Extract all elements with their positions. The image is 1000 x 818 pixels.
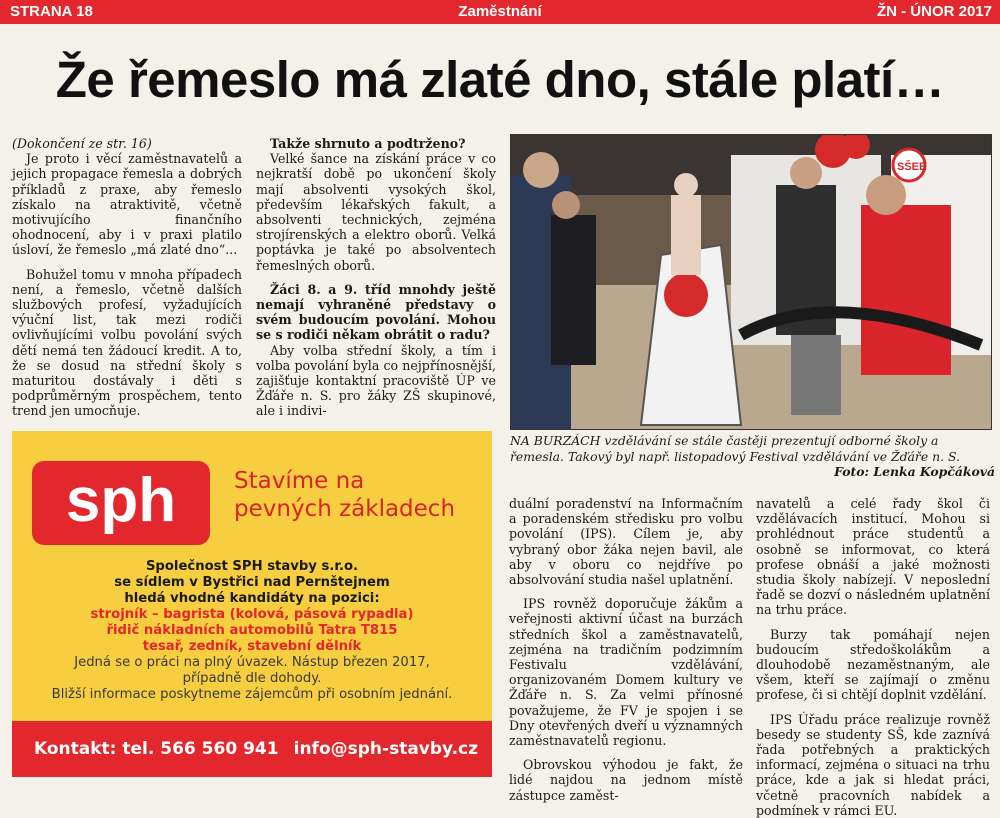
job-position: strojník – bagrista (kolová, pásová rypadla) bbox=[90, 607, 414, 622]
slogan-line: Stavíme na bbox=[234, 468, 365, 494]
info-line: Bližší informace poskytneme zájemcům při osobním jednání. bbox=[51, 687, 453, 702]
info-line: Jedná se o práci na plný úvazek. Nástup březen 2017, bbox=[74, 655, 430, 670]
photo-caption bbox=[510, 433, 995, 480]
paragraph: IPS rovněž doporučuje žákům a veřejnosti aktivní účast na burzách středních škol a zaměstnavatelů, zejména na tradičním podzimním Festivalu vzdělávání, organizovaném Domem kultury ve Žďáře n. S. Za velmi přínosné považujeme, že FV je spojen i se Dny otevřených dveří u významných zaměstnavatelů regionu. bbox=[509, 596, 743, 749]
paragraph: Bohužel tomu v mnoha případech není, a řemeslo, včetně dalších službových profesí, vyžadujících výuční list, tak mezi rodiči ovlivňujícími volbu povolání svých dětí nemá ten žádoucí kredit. A to, že se dosud na střední školy s maturitou dostávaly i děti s podprůměrným prospěchem, tento trend jen umocňuje. bbox=[12, 266, 242, 419]
company-line: se sídlem v Bystřici nad Pernštejnem bbox=[114, 575, 390, 590]
section-title: Zaměstnání bbox=[458, 3, 542, 20]
job-position: řidič nákladních automobilů Tatra T815 bbox=[106, 623, 398, 638]
info-line: případně dle dohody. bbox=[182, 671, 322, 686]
column-3 bbox=[509, 496, 743, 803]
column-4 bbox=[756, 496, 990, 818]
svg-text:SŠEE: SŠEE bbox=[897, 161, 927, 173]
paragraph: Obrovskou výhodou je fakt, že lidé najdou na jednom místě zástupce zaměst- bbox=[509, 757, 743, 803]
job-advertisement bbox=[12, 431, 492, 777]
company-line: hledá vhodné kandidáty na pozici: bbox=[124, 591, 380, 606]
job-position: tesař, zedník, stavební dělník bbox=[142, 639, 362, 654]
page-number: STRANA 18 bbox=[10, 3, 93, 20]
article-headline: Že řemeslo má zlaté dno, stále platí… bbox=[55, 51, 945, 108]
paragraph: Aby volba střední školy, a tím i volba povolání byla co nejpřínosnější, zajišťuje kontaktní pracoviště ÚP ve Žďáře n. S. pro žáky ZŠ skupinové, ale i indivi- bbox=[256, 342, 496, 419]
company-line: Společnost SPH stavby s.r.o. bbox=[145, 559, 359, 574]
ad-contact-bar bbox=[12, 721, 492, 777]
paragraph: IPS Úřadu práce realizuje rovněž besedy se studenty SŠ, kde zaznívá řada potřebných a praktických informací, zejména o situaci na trhu práce, kde a jak si hledat práci, včetně pracovních nabídek a podmínek v rámci EU. bbox=[756, 711, 990, 818]
paragraph: Je proto i věcí zaměstnavatelů a jejich propagace řemesla a dobrých příkladů z praxe, aby řemeslo získalo na atraktivitě, včetně motivujícího finančního ohodnocení, aby i v praxi platilo úsloví, že řemeslo „má zlaté dno“... bbox=[12, 151, 242, 258]
issue-date: ŽN - ÚNOR 2017 bbox=[876, 3, 992, 20]
photo-illustration bbox=[511, 135, 991, 429]
page-header-bar bbox=[0, 0, 1000, 24]
contact-email: info@sph-stavby.cz bbox=[293, 739, 478, 759]
ad-slogan bbox=[234, 467, 455, 523]
paragraph: Velké šance na získání práce v co nejkratší době po ukončení školy mají absolventi vysokých škol, především lékařských fakult, a absolventi technických, zejména strojírenských a elektro oborů. Velká poptávka je také po absolventech řemeslných oborů. bbox=[256, 151, 496, 273]
contact-phone: Kontakt: tel. 566 560 941 bbox=[34, 739, 279, 759]
caption-text: NA BURZÁCH vzdělávání se stále častěji prezentují odborné školy a řemesla. Takový byl např. listopadový Festival vzdělávání ve Žďáře n. S. bbox=[510, 433, 960, 464]
paragraph: duální poradenství na Informačním a poradenském středisku pro volbu povolání (IPS). Cílem je, aby vybraný obor žáka nejen bavil, ale aby v oboru co nejdříve po absolvování studia našel uplatnění. bbox=[509, 496, 743, 588]
event-photo bbox=[510, 134, 992, 430]
slogan-line: pevných základech bbox=[234, 496, 456, 522]
column-2 bbox=[256, 136, 496, 419]
paragraph: navatelů a celé řady škol či vzdělávacích institucí. Mohou si prohlédnout práce studentů a osobně se informovat, co která profese obnáší a jaké možnosti studia školy nabízejí. V neposlední řadě se dozví o následném uplatnění na trhu práce. bbox=[756, 496, 990, 618]
ad-body bbox=[12, 559, 492, 703]
paragraph: Burzy tak pomáhají nejen budoucím středoškolákům a dlouhodobě nezaměstnaným, ale všem, kteří se zajímají o změnu profese, či si chtějí doplnit vzdělání. bbox=[756, 626, 990, 703]
column-1 bbox=[12, 136, 242, 419]
photo-credit: Foto: Lenka Kopčáková bbox=[834, 464, 995, 479]
subheading: Žáci 8. a 9. tříd mnohdy ještě nemají vyhraněné představy o svém budoucím povolání. Mohou se s rodiči někam obrátit o radu? bbox=[256, 281, 496, 343]
continuation-note: (Dokončení ze str. 16) bbox=[12, 136, 152, 151]
subheading: Takže shrnuto a podtrženo? bbox=[270, 136, 466, 151]
sph-logo: sph bbox=[32, 461, 210, 545]
